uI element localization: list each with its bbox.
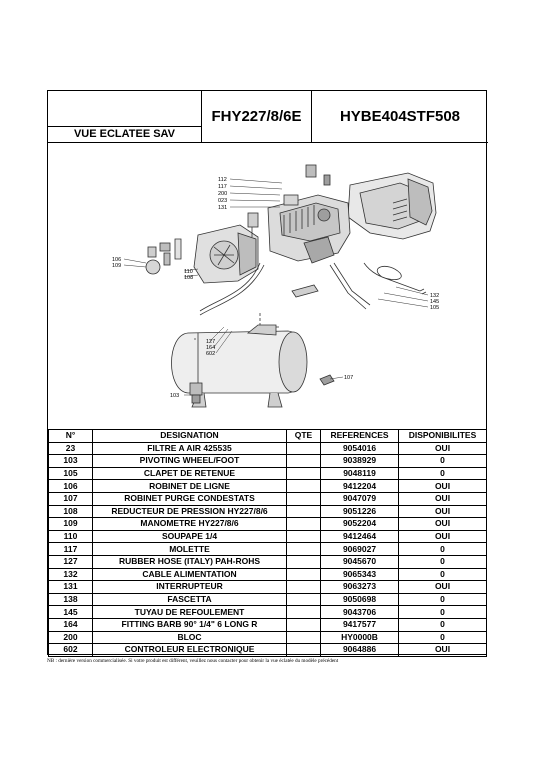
cell-designation: MANOMETRE HY227/8/6 <box>93 518 287 531</box>
cell-designation: PIVOTING WHEEL/FOOT <box>93 455 287 468</box>
sheet-header <box>48 91 486 143</box>
cell-availability: OUI <box>399 505 487 518</box>
cell-designation: SOUPAPE 1/4 <box>93 530 287 543</box>
callout-023: 023 <box>218 198 228 204</box>
cell-number: 107 <box>49 492 93 505</box>
exploded-view-diagram <box>48 143 486 429</box>
cell-availability: OUI <box>399 442 487 455</box>
cell-reference: 9065343 <box>321 568 399 581</box>
motor-housing-drawing <box>348 173 436 239</box>
cell-number: 108 <box>49 505 93 518</box>
cell-qty <box>287 644 321 657</box>
cell-qty <box>287 442 321 455</box>
table-row <box>49 631 487 644</box>
table-row <box>49 530 487 543</box>
drain-valve-drawing <box>320 375 334 385</box>
cell-number: 138 <box>49 593 93 606</box>
cell-designation: ROBINET DE LIGNE <box>93 480 287 493</box>
cell-number: 109 <box>49 518 93 531</box>
cell-designation: RUBBER HOSE (ITALY) PAH-ROHS <box>93 555 287 568</box>
cell-availability: 0 <box>399 631 487 644</box>
cell-reference: 9051226 <box>321 505 399 518</box>
cell-availability: 0 <box>399 555 487 568</box>
cell-number: 200 <box>49 631 93 644</box>
parts-table <box>48 429 487 657</box>
cell-reference: 9050698 <box>321 593 399 606</box>
table-row <box>49 644 487 657</box>
wheel-foot-drawing <box>190 383 202 403</box>
callout-164: 164 <box>206 345 216 351</box>
cell-reference: 9048119 <box>321 467 399 480</box>
cell-reference: 9052204 <box>321 518 399 531</box>
callout-132: 132 <box>430 293 440 299</box>
cell-qty <box>287 555 321 568</box>
callout-200: 200 <box>218 191 228 197</box>
cell-number: 602 <box>49 644 93 657</box>
callout-145: 145 <box>430 299 440 305</box>
callout-131: 131 <box>218 205 228 211</box>
model-code-1: FHY227/8/6E <box>202 91 312 143</box>
cell-reference: HY0000B <box>321 631 399 644</box>
cell-qty <box>287 505 321 518</box>
cell-number: 164 <box>49 618 93 631</box>
cell-designation: FITTING BARB 90° 1/4" 6 LONG R <box>93 618 287 631</box>
callout-602: 602 <box>206 351 216 357</box>
cell-reference: 9069027 <box>321 543 399 556</box>
cell-availability: OUI <box>399 480 487 493</box>
cell-availability: OUI <box>399 644 487 657</box>
pump-block-drawing <box>268 195 350 263</box>
cell-designation: TUYAU DE REFOULEMENT <box>93 606 287 619</box>
table-row <box>49 480 487 493</box>
table-row <box>49 518 487 531</box>
cell-reference: 9412464 <box>321 530 399 543</box>
table-row <box>49 442 487 455</box>
cell-designation: FILTRE A AIR 425535 <box>93 442 287 455</box>
col-header-number: N° <box>49 430 93 443</box>
cell-reference: 9064886 <box>321 644 399 657</box>
header-blank-cell <box>48 91 202 143</box>
cell-number: 105 <box>49 467 93 480</box>
cell-qty <box>287 455 321 468</box>
table-row <box>49 618 487 631</box>
cell-number: 106 <box>49 480 93 493</box>
callout-106: 106 <box>112 257 122 263</box>
model-code-2: HYBE404STF508 <box>312 91 488 143</box>
cell-qty <box>287 568 321 581</box>
cell-qty <box>287 492 321 505</box>
col-header-qty: QTE <box>287 430 321 443</box>
cell-reference: 9054016 <box>321 442 399 455</box>
parts-sheet <box>47 90 487 655</box>
callout-117: 117 <box>218 184 227 190</box>
callout-105: 105 <box>430 305 440 311</box>
cell-number: 117 <box>49 543 93 556</box>
power-cable-drawing <box>364 263 420 291</box>
cell-qty <box>287 480 321 493</box>
cell-availability: 0 <box>399 618 487 631</box>
cell-designation: INTERRUPTEUR <box>93 581 287 594</box>
cell-availability: 0 <box>399 455 487 468</box>
cell-designation: CABLE ALIMENTATION <box>93 568 287 581</box>
cell-availability: OUI <box>399 530 487 543</box>
table-row <box>49 505 487 518</box>
cell-reference: 9417577 <box>321 618 399 631</box>
cell-availability: 0 <box>399 543 487 556</box>
table-row <box>49 467 487 480</box>
cell-reference: 9045670 <box>321 555 399 568</box>
cell-qty <box>287 606 321 619</box>
cell-designation: FASCETTA <box>93 593 287 606</box>
cell-number: 132 <box>49 568 93 581</box>
cell-availability: 0 <box>399 467 487 480</box>
cell-qty <box>287 543 321 556</box>
table-row <box>49 581 487 594</box>
cell-availability: 0 <box>399 568 487 581</box>
cell-qty <box>287 518 321 531</box>
cell-availability: 0 <box>399 606 487 619</box>
cell-designation: MOLETTE <box>93 543 287 556</box>
cell-number: 110 <box>49 530 93 543</box>
cell-availability: OUI <box>399 492 487 505</box>
gauge-fittings-drawing <box>146 239 181 274</box>
table-row <box>49 455 487 468</box>
view-title: VUE ECLATEE SAV <box>48 126 201 142</box>
cell-reference: 9412204 <box>321 480 399 493</box>
cell-qty <box>287 593 321 606</box>
table-row <box>49 543 487 556</box>
callout-127: 127 <box>206 339 216 345</box>
cell-designation: REDUCTEUR DE PRESSION HY227/8/6 <box>93 505 287 518</box>
cell-reference: 9038929 <box>321 455 399 468</box>
cell-availability: OUI <box>399 518 487 531</box>
table-row <box>49 555 487 568</box>
col-header-designation: DESIGNATION <box>93 430 287 443</box>
callout-103: 103 <box>170 393 180 399</box>
cell-qty <box>287 467 321 480</box>
fan-cover-drawing <box>194 225 258 283</box>
parts-table-header-row <box>49 430 487 443</box>
callout-108: 108 <box>184 275 194 281</box>
cell-number: 103 <box>49 455 93 468</box>
cell-availability: OUI <box>399 581 487 594</box>
cell-qty <box>287 618 321 631</box>
callout-112: 112 <box>218 177 227 183</box>
table-row <box>49 568 487 581</box>
cell-designation: ROBINET PURGE CONDESTATS <box>93 492 287 505</box>
callout-109: 109 <box>112 263 122 269</box>
cell-designation: BLOC <box>93 631 287 644</box>
col-header-availability: DISPONIBILITES <box>399 430 487 443</box>
cell-availability: 0 <box>399 593 487 606</box>
cell-qty <box>287 581 321 594</box>
cell-reference: 9047079 <box>321 492 399 505</box>
table-row <box>49 492 487 505</box>
callout-110: 110 <box>184 269 193 275</box>
footnote: NB : dernière version commercialisée. Si votre produit est différent, veuillez nous contacter pour obtenir la vue éclatée du modèle précédent <box>47 658 339 664</box>
callout-107: 107 <box>344 375 354 381</box>
cell-number: 127 <box>49 555 93 568</box>
cell-designation: CLAPET DE RETENUE <box>93 467 287 480</box>
cell-number: 23 <box>49 442 93 455</box>
cell-qty <box>287 631 321 644</box>
col-header-references: REFERENCES <box>321 430 399 443</box>
cell-reference: 9043706 <box>321 606 399 619</box>
cell-qty <box>287 530 321 543</box>
cell-reference: 9063273 <box>321 581 399 594</box>
cell-number: 131 <box>49 581 93 594</box>
table-row <box>49 606 487 619</box>
discharge-pipe-drawing <box>330 265 366 309</box>
cell-designation: CONTROLEUR ELECTRONIQUE <box>93 644 287 657</box>
cell-number: 145 <box>49 606 93 619</box>
table-row <box>49 593 487 606</box>
